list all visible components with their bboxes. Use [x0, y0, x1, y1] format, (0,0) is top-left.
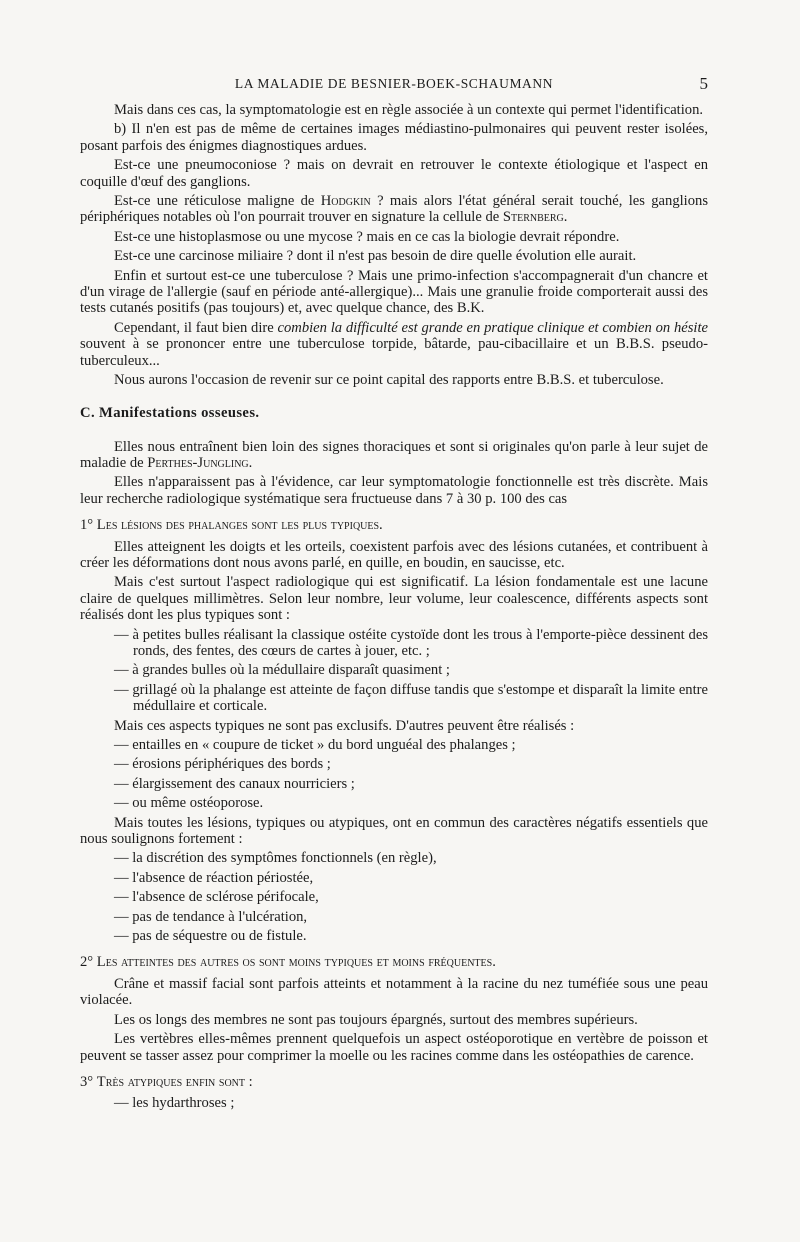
text-run: .: [563, 209, 568, 226]
paragraph: Crâne et massif facial sont parfois atteints et notamment à la racine du nez tuméfiée sous une peau violacée.: [80, 975, 708, 1009]
proper-name: Hodgkin: [320, 193, 371, 210]
running-head: LA MALADIE DE BESNIER-BOEK-SCHAUMANN: [234, 76, 554, 91]
section-heading: C. Manifestations osseuses.: [80, 404, 260, 421]
page-header: [80, 76, 708, 92]
subsection-heading: [80, 954, 708, 970]
list-item: — ou même ostéoporose.: [114, 795, 264, 812]
paragraph: Elles n'apparaissent pas à l'évidence, car leur symptomatologie fonctionnelle est très discrète. Mais leur recherche radiologique systématique sera fructueuse dans 7 à 30 p. 100 des cas: [80, 474, 708, 507]
paragraph: — les hydarthroses ;: [114, 1095, 235, 1112]
paragraph: Nous aurons l'occasion de revenir sur ce point capital des rapports entre B.B.S. et tuberculose.: [114, 372, 664, 389]
text-run: .: [248, 454, 253, 471]
text-run: souvent à se prononcer entre une tuberculose torpide, bâtarde, pau-cibacillaire et un B.B.S. pseudo-tuberculeux...: [80, 336, 708, 369]
list-item: — pas de séquestre ou de fistule.: [114, 928, 307, 945]
paragraph: Les os longs des membres ne sont pas toujours épargnés, surtout des membres supérieurs.: [114, 1011, 638, 1028]
list-item: — élargissement des canaux nourriciers ;: [114, 775, 355, 792]
text-run: Elles nous entraînent bien loin des signes thoraciques et sont si originales qu'on parle à leur sujet de maladie de: [80, 438, 708, 471]
paragraph: Mais dans ces cas, la symptomatologie est en règle associée à un contexte qui permet l'identification.: [114, 102, 704, 118]
proper-name: Perthes-Jungling: [147, 454, 249, 471]
list-item: — l'absence de réaction périostée,: [114, 869, 314, 886]
paragraph: Est-ce une pneumoconiose ? mais on devrait en retrouver le contexte étiologique et l'aspect en coquille d'œuf des ganglions.: [80, 157, 708, 190]
subsection-heading: [80, 1074, 708, 1090]
paragraph: Mais ces aspects typiques ne sont pas exclusifs. D'autres peuvent être réalisés :: [114, 717, 575, 734]
text-run: ? mais alors l'état général serait touché, les ganglions périphériques notables où l'on pourrait trouver en signature la cellule de: [80, 193, 708, 226]
list-item: — grillagé où la phalange est atteinte de façon diffuse tandis que s'estompe et disparaît la limite entre médullaire et corticale.: [114, 681, 708, 715]
body-text: [80, 102, 708, 1115]
subsection-heading: [80, 517, 708, 533]
paragraph: Mais toutes les lésions, typiques ou atypiques, ont en commun des caractères négatifs essentiels que nous soulignons fortement :: [80, 814, 708, 848]
proper-name: Sternberg: [502, 209, 564, 226]
text-run: Cependant, il faut bien dire: [114, 319, 278, 336]
paragraph: [80, 320, 708, 369]
paragraph: Mais c'est surtout l'aspect radiologique qui est significatif. La lésion fondamentale est une lacune claire de quelques millimètres. Selon leur nombre, leur volume, leur coalescence, différents aspects sont réalisés dont les plus typiques sont :: [80, 574, 708, 624]
subsection-title: Très atypiques enfin sont :: [96, 1073, 253, 1090]
list-item: — l'absence de sclérose périfocale,: [114, 889, 319, 906]
paragraph: Elles atteignent les doigts et les orteils, coexistent parfois avec des lésions cutanées, et contribuent à créer les déformations dont nous avons parlé, en quille, en boudin, en saucisse, etc.: [80, 538, 708, 571]
paragraph: Est-ce une carcinose miliaire ? dont il n'est pas besoin de dire quelle évolution elle aurait.: [114, 248, 637, 265]
list-item: — à grandes bulles où la médullaire disparaît quasiment ;: [114, 662, 450, 679]
page-number: 5: [699, 74, 708, 93]
list-item: — la discrétion des symptômes fonctionnels (en règle),: [114, 850, 437, 867]
emphasis: combien la difficulté est grande en pratique clinique et combien on hésite: [277, 319, 708, 336]
paragraph: Enfin et surtout est-ce une tuberculose ? Mais une primo-infection s'accompagnerait d'un chancre et d'un virage de l'allergie (sauf en période anté-allergique)... Mais une granulie froide comporterait aussi des tests cutanés positifs (pas toujours) et, avec quelque chance, des B.K.: [80, 267, 708, 317]
text-run: Est-ce une réticulose maligne de: [114, 193, 321, 210]
list-item: — à petites bulles réalisant la classique ostéite cystoïde dont les trous à l'emporte-pièce dessinent des ronds, des fentes, des cœurs de cartes à jouer, etc. ;: [114, 626, 708, 659]
paragraph: b) Il n'en est pas de même de certaines images médiastino-pulmonaires qui peuvent rester isolées, posant parfois des énigmes diagnostiques ardues.: [80, 121, 708, 154]
subsection-number: 3°: [80, 1073, 94, 1090]
list-item: — érosions périphériques des bords ;: [114, 756, 331, 773]
subsection-number: 2°: [80, 954, 94, 971]
subsection-title: Les lésions des phalanges sont les plus typiques.: [96, 517, 383, 534]
subsection-title: Les atteintes des autres os sont moins typiques et moins fréquentes.: [96, 954, 496, 971]
paragraph: [80, 439, 708, 472]
list-item: — pas de tendance à l'ulcération,: [114, 908, 308, 925]
paragraph: Est-ce une histoplasmose ou une mycose ? mais en ce cas la biologie devrait répondre.: [114, 228, 620, 245]
list-item: — entailles en « coupure de ticket » du bord unguéal des phalanges ;: [114, 737, 516, 753]
paragraph: Les vertèbres elles-mêmes prennent quelquefois un aspect ostéoporotique en vertèbre de poisson et peuvent se tasser assez pour comprimer la moelle ou les racines comme dans les ostéopathies de carence.: [80, 1031, 708, 1064]
subsection-number: 1°: [80, 517, 94, 534]
paragraph: [80, 193, 708, 226]
